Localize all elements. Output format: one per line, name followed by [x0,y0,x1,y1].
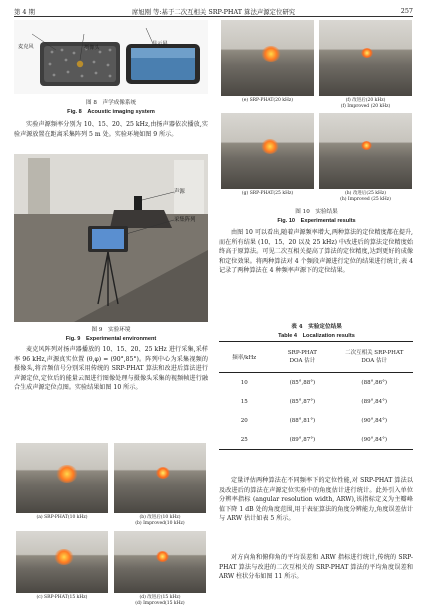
fig9-caption-cn: 图 9 实验环境 [91,327,131,333]
result-image-d [114,531,206,593]
result-caption-c: (c) SRP-PHAT(15 kHz) [36,595,88,600]
header-improved-srp-phat: 二次互相关 SRP-PHAT DOA 估计 [345,350,404,364]
fig8-caption-cn: 图 8 声学成像系统 [85,100,137,106]
acoustic-device-illustration [14,20,208,94]
result-image-e [221,20,314,96]
header-rule [14,16,413,17]
issue-number: 第 4 期 [14,8,35,16]
result-image-h [319,113,412,189]
result-caption-g: (g) SRP-PHAT(25 kHz) [241,191,294,196]
table-header-row [219,342,413,372]
result-caption-e: (e) SRP-PHAT(20 kHz) [241,98,294,103]
label-sound-source: 声源 [174,189,185,195]
table4-caption-cn: 表 4 实验定位结果 [291,324,342,330]
header-srp-phat: SRP-PHAT DOA 估计 [287,350,317,364]
label-microphone: 麦克风 [18,44,34,50]
label-display: 显示屏 [152,41,168,47]
fig10-caption-en: Fig. 10 Experimental results [277,218,356,224]
label-acquisition-array: 采集阵列 [174,217,196,223]
paragraph-error-statistics: 对方向角和俯仰角的平均误差和 ARW 指标进行统计,传统的 SRP-PHAT 算法与改进的二次互相关的 SRP-PHAT 算法的平均角度误差和 ARW 柱状分布如图 11 所示。 [219,554,413,581]
paragraph-quantitative-evaluation: 定量评估两种算法在不同频率下的定位性能,对 SRP-PHAT 算法以及改进后的算法在声源定位实验中的角度估计进行统计。此外引入单位分辨率指标 (angular resolution width, ARW),该指标定义为主瓣峰值下降 1 dB 处的角度范围,用于表征算法的角度分辨能力,角度误差估计与 ARW 估计如表 5 所示。 [219,477,413,523]
fig9-caption-en: Fig. 9 Experimental environment [65,336,157,342]
table-row: 15 (85°,87°) (89°,84°) [240,398,387,405]
table-row: 20 (88°,81°) (90°,84°) [240,417,387,424]
running-title: 席旭刚 等:基于二次互相关 SRP-PHAT 算法声源定位研究 [131,8,296,16]
result-caption-d-cn: (d) 改进后(15 kHz) [139,595,181,600]
fig8-caption-en: Fig. 8 Acoustic imaging system [67,109,155,115]
paragraph-source-setup: 实验声源频率分别为 10、15、20、25 kHz,由扬声器依次播放,实验声源放置在距离采集阵列 5 m 处。实验环境如图 9 所示。 [14,121,208,138]
result-image-b [114,443,206,513]
localization-results-table [219,341,413,450]
table-row: 10 (85°,88°) (88°,86°) [240,379,387,386]
header-frequency: 频率/kHz [232,355,257,361]
fig8-image [14,20,208,94]
lab-room-illustration [14,154,208,322]
table-row: 25 (89°,87°) (90°,84°) [240,436,387,443]
fig10-caption-cn: 图 10 实验结果 [295,209,338,215]
paragraph-results-analysis: 由图 10 可以看出,随着声源频率增大,两种算法的定位精度都在提升,而在所有结果 (10、15、20 以及 25 kHz) 中改进后的算法定位精度始终高于原算法。可见二次互相关提高了算法的定位精度,达到更好的成像和定位效果。将两种算法对 4 个频段声源进行定位的结果进行统计,表 4 记录了两种算法在 4 种频率声源下的定位结果。 [219,229,413,275]
result-image-g [221,113,314,189]
result-image-f [319,20,412,96]
result-caption-h-en: (h) Improved (25 kHz) [340,197,391,202]
result-caption-d-en: (d) Improved(15 kHz) [135,601,185,606]
result-caption-f-cn: (f) 改进后(20 kHz) [345,98,386,103]
result-caption-b-cn: (b) 改进后(10 kHz) [139,515,181,520]
result-image-a [16,443,108,513]
result-caption-b-en: (b) Improved(10 kHz) [135,521,185,526]
fig9-image [14,154,208,322]
page-number: 257 [400,7,413,15]
label-camera: 摄像头 [84,45,100,51]
result-image-c [16,531,108,593]
result-caption-f-en: (f) Improved (20 kHz) [340,104,391,109]
table4-caption-en: Table 4 Localization results [278,333,355,339]
result-caption-h-cn: (h) 改进后(25 kHz) [344,191,387,196]
result-caption-a: (a) SRP-PHAT(10 kHz) [36,515,88,520]
paragraph-experiment-procedure: 麦克风阵列对扬声器播放的 10、15、20、25 kHz 进行采集,采样率 96 kHz,声源真实位置 (θ,φ) = (90°,85°)。阵列中心为采集视频的摄像头,将音频信号分别采用传统的 SRP-PHAT 算法和改进后算法进行声源定位,定位后的能量云图进行图像处理与摄像头采集的视频帧进行融合生成声源定位点图。实验结果如图 10 所示。 [14,346,208,392]
